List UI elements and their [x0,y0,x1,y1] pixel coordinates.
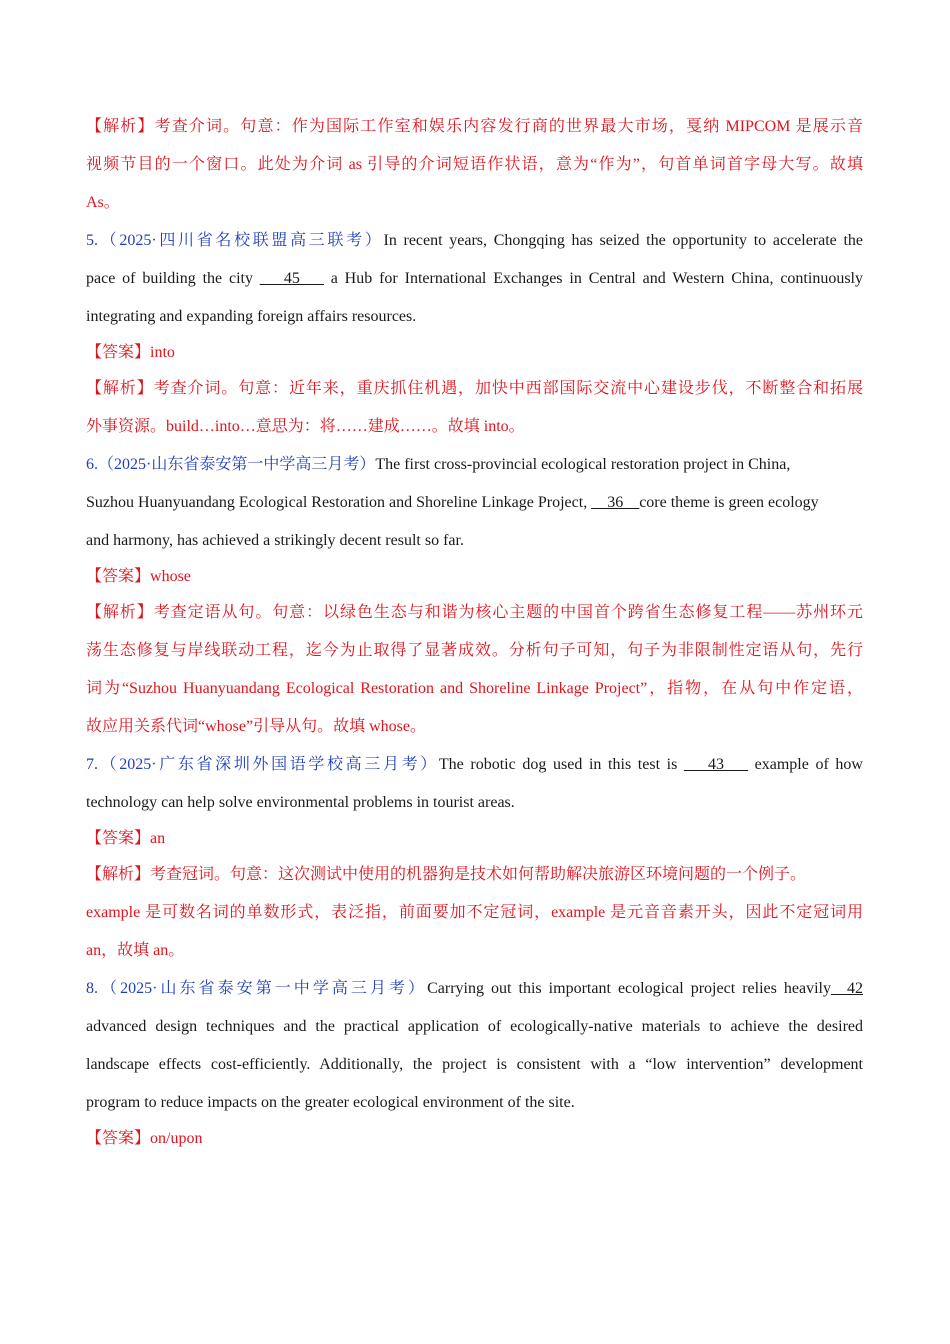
analysis-line: 【解析】考查介词。句意：近年来，重庆抓住机遇，加快中西部国际交流中心建设步伐，不断整合和拓展 [86,380,863,397]
question-number: 7. [86,756,98,773]
question-source: （2025·山东省泰安第一中学高三月考） [98,980,428,997]
question-line: advanced design techniques and the practical application of ecologically-native materials to achieve the desired [86,1018,863,1035]
answer-blank: __36__ [591,494,640,511]
analysis-block [86,856,863,970]
answer-value: an [150,830,166,847]
answer-value: on/upon [150,1130,203,1147]
answer-label: 【答案】 [86,344,151,361]
question-line: 5.（2025·四川省名校联盟高三联考）In recent years, Chongqing has seized the opportunity to accelerate the [86,232,863,249]
analysis-line: 荡生态修复与岸线联动工程，迄今为止取得了显著成效。分析句子可知，句子为非限制性定语从句，先行 [86,642,863,659]
question-line: integrating and expanding foreign affairs resources. [86,308,417,325]
analysis-label: 【解析】 [86,604,154,621]
answer-blank: ___45___ [259,270,324,287]
question-block [86,746,863,822]
analysis-block [86,108,863,222]
question-source: （2025·四川省名校联盟高三联考） [98,232,384,249]
question-source: （2025·广东省深圳外国语学校高三月考） [98,756,439,773]
analysis-line: 视频节目的一个窗口。此处为介词 as 引导的介词短语作状语，意为“作为”，句首单词首字母大写。故填 [86,156,863,173]
answer-line [86,336,863,370]
analysis-line: an，故填 an。 [86,942,185,959]
answer-value: whose [150,568,191,585]
question-line: 7.（2025·广东省深圳外国语学校高三月考）The robotic dog used in this test is ___43___ example of how [86,756,863,773]
question-number: 8. [86,980,98,997]
analysis-label: 【解析】 [86,118,155,135]
analysis-label: 【解析】 [86,380,154,397]
question-line: and harmony, has achieved a strikingly decent result so far. [86,532,464,549]
answer-blank: __42 [830,980,863,997]
answer-label: 【答案】 [86,1130,151,1147]
analysis-line: example 是可数名词的单数形式，表泛指，前面要加不定冠词，example 是元音音素开头，因此不定冠词用 [86,904,863,921]
answer-line [86,822,863,856]
analysis-block [86,594,863,746]
question-line: 8.（2025·山东省泰安第一中学高三月考）Carrying out this important ecological project relies heavily__42 [86,980,863,997]
question-line: landscape effects cost-efficiently. Additionally, the project is consistent with a “low intervention” development [86,1056,863,1073]
answer-line [86,560,863,594]
question-block [86,222,863,336]
analysis-label: 【解析】 [86,866,151,883]
answer-label: 【答案】 [86,830,151,847]
question-line: pace of building the city ___45___ a Hub for International Exchanges in Central and Western China, continuously [86,270,863,287]
analysis-line: 外事资源。build…into…意思为：将……建成……。故填 into。 [86,418,525,435]
analysis-block [86,370,863,446]
question-line: technology can help solve environmental problems in tourist areas. [86,794,515,811]
answer-line [86,1122,863,1156]
question-source: （2025·山东省泰安第一中学高三月考） [98,456,376,473]
answer-blank: ___43___ [683,756,748,773]
question-number: 6. [86,456,98,473]
answer-label: 【答案】 [86,568,151,585]
analysis-line: 词为“Suzhou Huanyuandang Ecological Restoration and Shoreline Linkage Project”，指物，在从句中作定语， [86,680,863,697]
question-number: 5. [86,232,98,249]
question-block [86,970,863,1122]
answer-value: into [150,344,175,361]
document-content [86,108,863,1156]
analysis-line: 【解析】考查冠词。句意：这次测试中使用的机器狗是技术如何帮助解决旅游区环境问题的一个例子。 [86,866,807,883]
question-line: program to reduce impacts on the greater ecological environment of the site. [86,1094,575,1111]
analysis-line: 【解析】考查定语从句。句意：以绿色生态与和谐为核心主题的中国首个跨省生态修复工程——苏州环元 [86,604,863,621]
question-line: 6.（2025·山东省泰安第一中学高三月考）The first cross-provincial ecological restoration project in China, [86,456,791,473]
question-line: Suzhou Huanyuandang Ecological Restoration and Shoreline Linkage Project, __36__core theme is green ecology [86,494,819,511]
analysis-line: 【解析】考查介词。句意：作为国际工作室和娱乐内容发行商的世界最大市场，戛纳 MIPCOM 是展示音 [86,118,863,135]
analysis-line: As。 [86,194,120,211]
question-block [86,446,863,560]
analysis-line: 故应用关系代词“whose”引导从句。故填 whose。 [86,718,426,735]
